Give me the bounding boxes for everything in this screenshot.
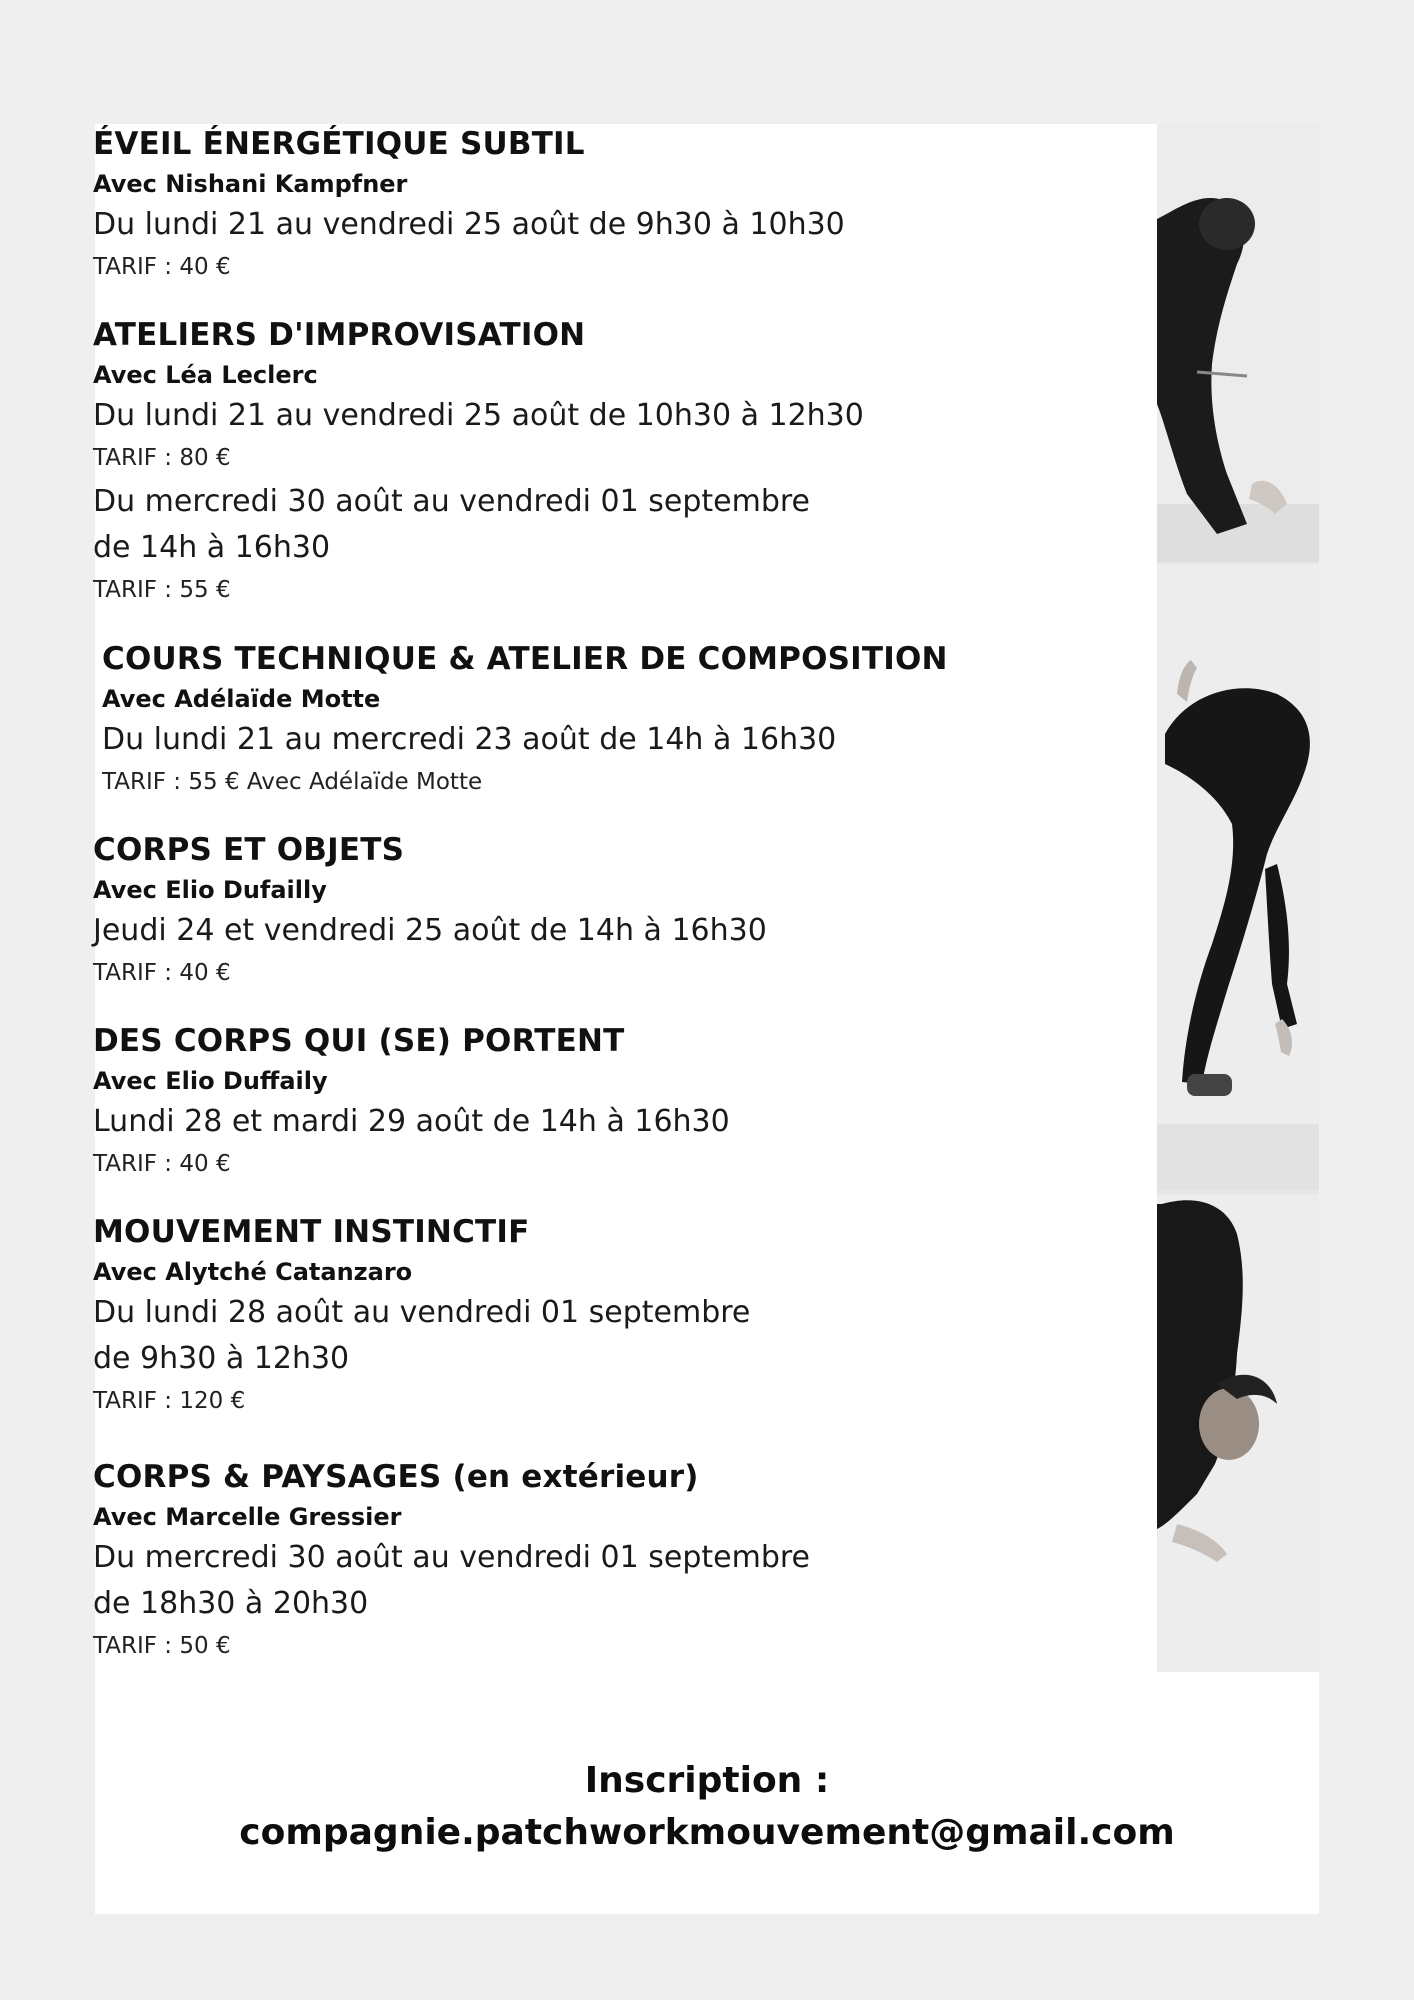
workshop-schedule: Du lundi 21 au vendredi 25 août de 10h30 à 12h30 (93, 398, 864, 433)
workshop-teacher: Avec Léa Leclerc (93, 361, 318, 389)
workshop-item (93, 315, 1133, 609)
workshop-schedule: Du mercredi 30 août au vendredi 01 septembre (93, 1540, 811, 1575)
workshop-schedule: Jeudi 24 et vendredi 25 août de 14h à 16h30 (93, 913, 767, 948)
workshop-title: COURS TECHNIQUE & ATELIER DE COMPOSITION (102, 641, 948, 677)
photo-strip (1157, 124, 1319, 1672)
workshop-schedule: Lundi 28 et mardi 29 août de 14h à 16h30 (93, 1104, 730, 1139)
workshop-price: TARIF : 120 € (93, 1388, 246, 1414)
workshop-price: TARIF : 80 € (93, 445, 231, 471)
workshop-schedule: Du lundi 21 au vendredi 25 août de 9h30 à 10h30 (93, 207, 845, 242)
dancer-photo-leaning (1157, 124, 1319, 562)
workshop-item (93, 1021, 1133, 1183)
workshop-teacher: Avec Alytché Catanzaro (93, 1258, 413, 1286)
workshop-teacher: Avec Elio Dufailly (93, 876, 327, 904)
workshop-item (93, 1212, 1133, 1420)
workshop-title: ATELIERS D'IMPROVISATION (93, 317, 586, 353)
workshop-price: TARIF : 40 € (93, 960, 231, 986)
workshop-title: CORPS & PAYSAGES (en extérieur) (93, 1459, 699, 1495)
workshop-item (93, 124, 1133, 286)
workshop-title: ÉVEIL ÉNERGÉTIQUE SUBTIL (93, 126, 585, 162)
workshop-item (93, 1457, 1133, 1665)
dancer-photo-inverted (1157, 1194, 1319, 1672)
workshop-price: TARIF : 40 € (93, 254, 231, 280)
workshop-price: TARIF : 40 € (93, 1151, 231, 1177)
workshop-price: TARIF : 55 € Avec Adélaïde Motte (102, 769, 483, 795)
workshop-price: TARIF : 55 € (93, 577, 231, 603)
workshop-title: MOUVEMENT INSTINCTIF (93, 1214, 530, 1250)
workshop-item (102, 639, 1142, 801)
workshop-title: DES CORPS QUI (SE) PORTENT (93, 1023, 625, 1059)
workshop-price: TARIF : 50 € (93, 1633, 231, 1659)
signup-email[interactable]: compagnie.patchworkmouvement@gmail.com (239, 1812, 1175, 1853)
workshop-schedule: Du lundi 28 août au vendredi 01 septembre (93, 1295, 751, 1330)
signup-label: Inscription : (584, 1760, 830, 1801)
signup-block (95, 1755, 1319, 1859)
workshop-item (93, 830, 1133, 992)
workshop-schedule-line2: de 9h30 à 12h30 (93, 1341, 350, 1376)
workshop-teacher: Avec Adélaïde Motte (102, 685, 381, 713)
workshop-schedule: Du lundi 21 au mercredi 23 août de 14h à 16h30 (102, 722, 837, 757)
workshop-teacher: Avec Marcelle Gressier (93, 1503, 402, 1531)
workshop-schedule: Du mercredi 30 août au vendredi 01 septembre (93, 484, 811, 519)
workshop-title: CORPS ET OBJETS (93, 832, 405, 868)
workshop-teacher: Avec Elio Duffaily (93, 1067, 328, 1095)
workshop-schedule-line2: de 18h30 à 20h30 (93, 1586, 369, 1621)
dancer-photo-bending (1157, 564, 1319, 1190)
workshop-schedule-line2: de 14h à 16h30 (93, 530, 331, 565)
workshop-teacher: Avec Nishani Kampfner (93, 170, 408, 198)
